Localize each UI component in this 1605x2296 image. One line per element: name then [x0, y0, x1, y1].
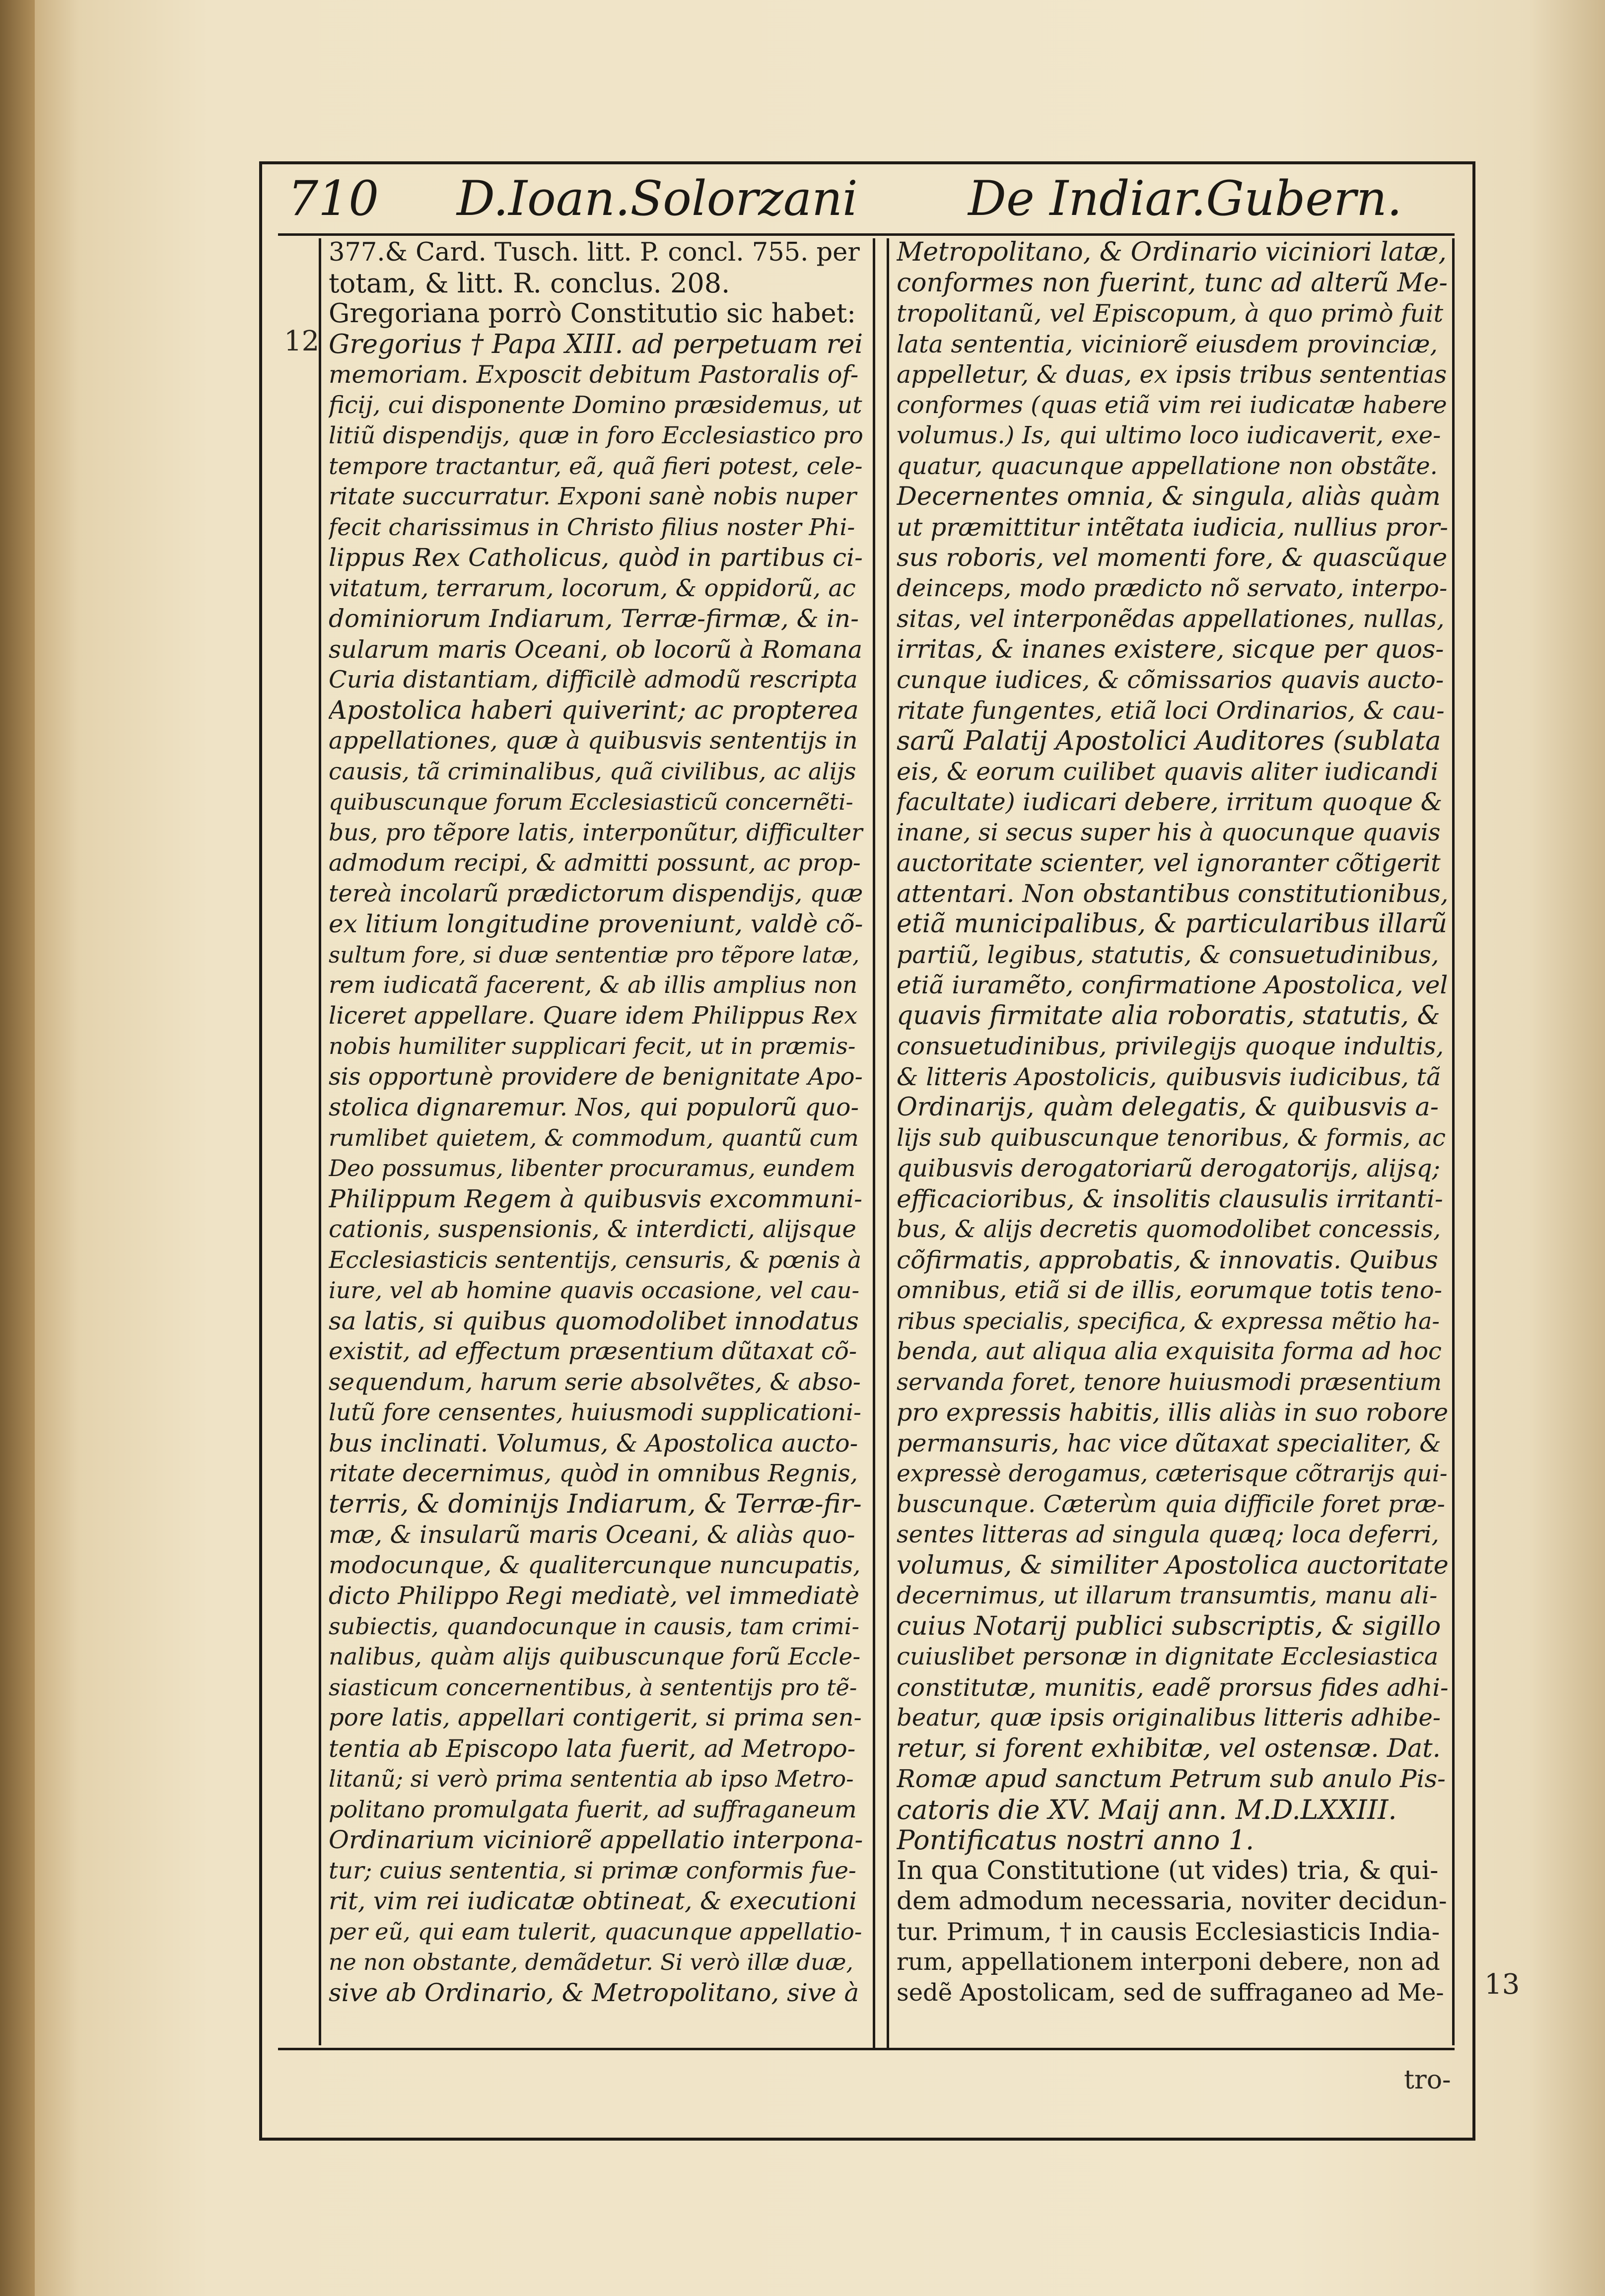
text-line: irritas, & inanes existere, sicque per quos-	[897, 634, 1444, 664]
text-line: tur; cuius sententia, si primæ conformis fue-	[329, 1857, 856, 1884]
text-line: liceret appellare. Quare idem Philippus Rex	[329, 1001, 858, 1030]
text-line: Gregorius † Papa XIII. ad perpetuam rei	[329, 329, 863, 359]
text-line: tropolitanũ, vel Episcopum, à quo primò fuit	[897, 299, 1444, 328]
text-line: Decernentes omnia, & singula, aliàs quàm	[897, 482, 1441, 511]
text-line: pore latis, appellari contigerit, si prima sen-	[329, 1704, 862, 1732]
text-line: etiã municipalibus, & particularibus illarũ	[897, 909, 1448, 939]
text-line: litiũ dispendijs, quæ in foro Ecclesiastico pro	[329, 422, 863, 449]
text-line: politano promulgata fuerit, ad suffraganeum	[329, 1796, 857, 1823]
text-line: memoriam. Exposcit debitum Pastoralis of-	[329, 360, 859, 389]
text-line: tempore tractantur, eã, quã fieri potest, cele-	[329, 452, 863, 480]
running-header-title: De Indiar.Gubern.	[968, 171, 1402, 226]
right-column-rule	[1452, 238, 1455, 2045]
text-line: attentari. Non obstantibus constitutionibus,	[897, 879, 1449, 908]
text-line: fecit charissimus in Christo filius noster Phi-	[329, 513, 855, 541]
text-line: Ordinarium viciniorẽ appellatio interpona-	[329, 1825, 863, 1854]
text-line: etiã iuramẽto, confirmatione Apostolica, vel	[897, 971, 1448, 999]
center-column-rule-right	[887, 238, 889, 2050]
text-line: sis opportunè providere de benignitate Apo-	[329, 1062, 863, 1091]
text-line: deinceps, modo prædicto nõ servato, interpo-	[897, 574, 1448, 602]
text-line: cuius Notarij publici subscriptis, & sigillo	[897, 1611, 1441, 1641]
text-line: inane, si secus super his à quocunque quavis	[897, 818, 1441, 846]
running-header-author: D.Ioan.Solorzani	[457, 171, 858, 226]
text-line: Ecclesiasticis sententijs, censuris, & pœnis à	[329, 1246, 862, 1274]
text-line: servanda foret, tenore huiusmodi præsentium	[897, 1368, 1442, 1396]
text-line: ne non obstante, demãdetur. Si verò illæ duæ,	[329, 1949, 853, 1975]
text-line: totam, & litt. R. conclus. 208.	[329, 268, 730, 298]
text-line: lippus Rex Catholicus, quòd in partibus ci-	[329, 543, 863, 572]
bottom-rule	[278, 2048, 1455, 2050]
text-line: auctoritate scienter, vel ignoranter cõtigerit	[897, 849, 1441, 877]
text-line: catoris die XV. Maij ann. M.D.LXXIII.	[897, 1794, 1397, 1825]
text-line: quavis firmitate alia roboratis, statutis, &	[897, 1000, 1440, 1031]
text-line: benda, aut aliqua alia exquisita forma ad hoc	[897, 1337, 1442, 1365]
text-line: sentes litteras ad singula quæq; loca deferri,	[897, 1521, 1439, 1548]
text-line: cunque iudices, & cõmissarios quavis aucto-	[897, 666, 1444, 694]
text-line: retur, si forent exhibitæ, vel ostensæ. Dat.	[897, 1734, 1441, 1763]
text-line: dem admodum necessaria, noviter decidun-	[897, 1886, 1447, 1915]
text-line: conformes (quas etiã vim rei iudicatæ habere	[897, 391, 1447, 419]
text-line: bus, & alijs decretis quomodolibet concessis,	[897, 1215, 1441, 1243]
text-line: sedẽ Apostolicam, sed de suffraganeo ad Me-	[897, 1978, 1444, 2007]
text-line: tentia ab Episcopo lata fuerit, ad Metropo-	[329, 1734, 856, 1763]
text-line: sularum maris Oceani, ob locorũ à Romana	[329, 635, 863, 664]
book-spine-shadow	[0, 0, 35, 2296]
text-line: existit, ad effectum præsentium dũtaxat cõ-	[329, 1337, 857, 1365]
page-number: 710	[288, 171, 379, 226]
text-line: sitas, vel interponẽdas appellationes, nullas,	[897, 605, 1445, 633]
text-line: consuetudinibus, privilegijs quoque indultis,	[897, 1032, 1444, 1060]
text-line: nobis humiliter supplicari fecit, ut in præmis-	[329, 1033, 856, 1059]
text-line: bus, pro tẽpore latis, interponũtur, difficulter	[329, 819, 863, 846]
text-line: quibusvis derogatoriarũ derogatorijs, alijsq;	[897, 1154, 1441, 1183]
text-line: modocunque, & qualitercunque nuncupatis,	[329, 1551, 861, 1579]
text-line: quibuscunque forum Ecclesiasticũ concernẽti-	[329, 789, 853, 815]
header-rule	[278, 233, 1455, 236]
right-text-column	[897, 237, 1449, 2008]
text-line: rum, appellationem interponi debere, non ad	[897, 1948, 1440, 1976]
text-line: nalibus, quàm alijs quibuscunque forũ Eccle-	[329, 1643, 861, 1670]
text-line: iure, vel ab homine quavis occasione, vel cau-	[329, 1277, 860, 1304]
text-line: Gregoriana porrò Constitutio sic habet:	[329, 298, 856, 329]
text-line: per eũ, qui eam tulerit, quacunque appellatio-	[329, 1918, 862, 1945]
text-line: ritate succurratur. Exponi sanè nobis nuper	[329, 483, 857, 510]
text-line: admodum recipi, & admitti possunt, ac prop-	[329, 849, 861, 877]
text-line: expressè derogamus, cæterisque cõtrarijs qui-	[897, 1460, 1448, 1487]
text-line: terris, & dominijs Indiarum, & Terræ-fir-	[329, 1489, 862, 1519]
text-line: sequendum, harum serie absolvẽtes, & abso-	[329, 1368, 861, 1396]
text-line: Deo possumus, libenter procuramus, eundem	[329, 1155, 856, 1182]
text-line: ex litium longitudine proveniunt, valdè cõ-	[329, 909, 863, 938]
left-text-column	[329, 237, 865, 2008]
text-line: tereà incolarũ prædictorum dispendijs, quæ	[329, 879, 863, 907]
text-line: stolica dignaremur. Nos, qui populorũ quo-	[329, 1093, 859, 1121]
text-line: permansuris, hac vice dũtaxat specialiter, &	[897, 1429, 1441, 1458]
text-line: bus inclinati. Volumus, & Apostolica aucto-	[329, 1429, 858, 1458]
text-line: cõfirmatis, approbatis, & innovatis. Quibus	[897, 1245, 1438, 1274]
text-line: siasticum concernentibus, à sententijs pro tẽ-	[329, 1673, 857, 1701]
text-line: Pontificatus nostri anno 1.	[897, 1825, 1255, 1856]
text-line: sus roboris, vel momenti fore, & quascũque	[897, 543, 1448, 572]
text-line: mæ, & insularũ maris Oceani, & aliàs quo-	[329, 1521, 855, 1549]
text-line: Metropolitano, & Ordinario viciniori latæ,	[897, 237, 1447, 267]
text-line: Romæ apud sanctum Petrum sub anulo Pis-	[897, 1764, 1446, 1793]
running-header	[278, 169, 1455, 233]
text-line: conformes non fuerint, tunc ad alterũ Me-	[897, 268, 1448, 298]
text-line: lijs sub quibuscunque tenoribus, & formis, ac	[897, 1123, 1446, 1152]
text-line: causis, tã criminalibus, quã civilibus, ac alijs	[329, 758, 856, 785]
text-line: cationis, suspensionis, & interdicti, alijsque	[329, 1215, 856, 1243]
text-line: quatur, quacunque appellatione non obstãte.	[897, 452, 1438, 480]
text-line: subiectis, quandocunque in causis, tam crimi-	[329, 1612, 860, 1640]
text-line: rit, vim rei iudicatæ obtineat, & executioni	[329, 1887, 857, 1915]
text-line: lutũ fore censentes, huiusmodi supplicationi-	[329, 1399, 861, 1426]
text-line: partiũ, legibus, statutis, & consuetudinibus,	[897, 940, 1439, 969]
text-line: efficacioribus, & insolitis clausulis irritanti-	[897, 1184, 1443, 1213]
text-line: vitatum, terrarum, locorum, & oppidorũ, ac	[329, 574, 856, 602]
text-line: tur. Primum, † in causis Ecclesiasticis India-	[897, 1917, 1440, 1946]
text-line: ritate decernimus, quòd in omnibus Regnis,	[329, 1460, 858, 1487]
text-line: rem iudicatã facerent, & ab illis amplius non	[329, 972, 858, 999]
left-column-rule	[319, 238, 321, 2045]
text-line: decernimus, ut illarum transumtis, manu ali-	[897, 1582, 1438, 1609]
text-line: sive ab Ordinario, & Metropolitano, sive à	[329, 1978, 859, 2007]
text-line: pro expressis habitis, illis aliàs in suo robore	[897, 1398, 1449, 1427]
text-line: beatur, quæ ipsis originalibus litteris adhibe-	[897, 1704, 1441, 1732]
text-line: facultate) iudicari debere, irritum quoque &	[897, 788, 1443, 816]
text-line: constitutæ, munitis, eadẽ prorsus fides adhi-	[897, 1673, 1449, 1702]
text-line: omnibus, etiã si de illis, eorumque totis teno-	[897, 1276, 1443, 1304]
margin-note-number-left: 12	[284, 325, 320, 357]
text-line: sa latis, si quibus quomodolibet innodatus	[329, 1306, 859, 1335]
text-line: volumus.) Is, qui ultimo loco iudicaverit, exe-	[897, 421, 1441, 449]
text-line: buscunque. Cæterùm quia difficile foret præ-	[897, 1490, 1445, 1518]
margin-note-number-right: 13	[1484, 1968, 1520, 2001]
text-line: dicto Philippo Regi mediatè, vel immediatè	[329, 1582, 860, 1610]
text-line: Ordinarijs, quàm delegatis, & quibusvis a-	[897, 1093, 1439, 1122]
catchword: tro-	[1404, 2065, 1451, 2095]
text-line: ficij, cui disponente Domino præsidemus, ut	[329, 391, 862, 419]
text-line: litanũ; si verò prima sententia ab ipso Metro-	[329, 1765, 854, 1792]
text-line: rumlibet quietem, & commodum, quantũ cum	[329, 1124, 859, 1151]
text-line: ut præmittitur intẽtata iudicia, nullius pror-	[897, 512, 1449, 542]
text-line: appellationes, quæ à quibusvis sententijs in	[329, 727, 858, 755]
center-column-rule-left	[873, 238, 875, 2050]
text-line: sarũ Palatij Apostolici Auditores (sublata	[897, 726, 1441, 756]
text-line: Philippum Regem à quibusvis excommuni-	[329, 1184, 863, 1213]
text-line: volumus, & similiter Apostolica auctoritate	[897, 1550, 1449, 1580]
text-line: ribus specialis, specifica, & expressa mẽtio ha-	[897, 1307, 1440, 1334]
text-line: eis, & eorum cuilibet quavis aliter iudicandi	[897, 757, 1439, 786]
text-line: appelletur, & duas, ex ipsis tribus sententias	[897, 360, 1447, 389]
text-line: In qua Constitutione (ut vides) tria, & qui-	[897, 1856, 1439, 1885]
text-line: lata sententia, viciniorẽ eiusdem provinciæ,	[897, 330, 1438, 358]
text-line: cuiuslibet personæ in dignitate Ecclesiastica	[897, 1643, 1439, 1670]
text-line: Curia distantiam, difficilè admodũ rescripta	[329, 666, 858, 694]
text-line: & litteris Apostolicis, quibusvis iudicibus, tã	[897, 1062, 1441, 1091]
text-line: Apostolica haberi quiverint; ac propterea	[329, 696, 859, 725]
text-line: ritate fungentes, etiã loci Ordinarios, & cau-	[897, 696, 1445, 725]
text-line: 377.& Card. Tusch. litt. P. concl. 755. per	[329, 238, 860, 267]
text-line: dominiorum Indiarum, Terræ-firmæ, & in-	[329, 604, 859, 633]
text-line: sultum fore, si duæ sententiæ pro tẽpore latæ,	[329, 941, 860, 968]
